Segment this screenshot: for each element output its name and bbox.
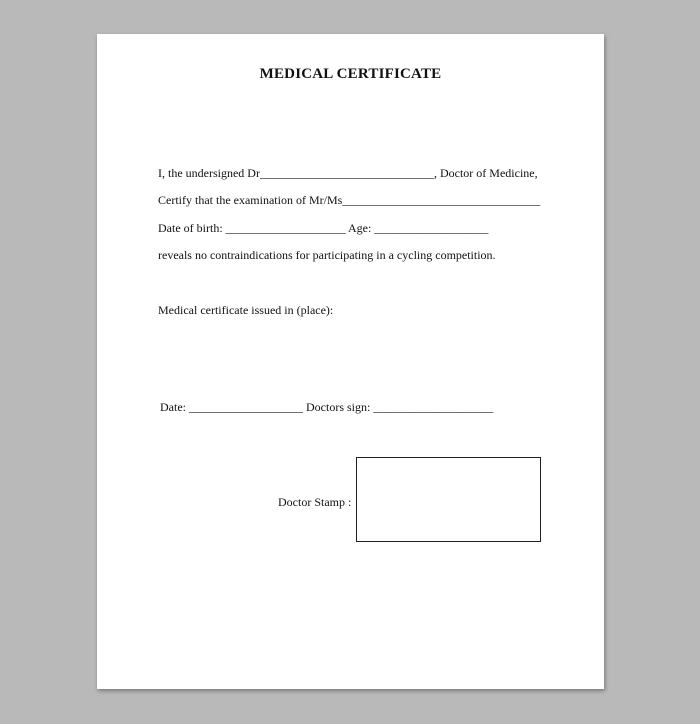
sign-blank: ____________________ xyxy=(373,400,494,414)
certify-line: Certify that the examination of Mr/Ms_________________________________ xyxy=(158,193,541,207)
date-blank: ___________________ xyxy=(189,400,303,414)
date-label: Date: xyxy=(160,400,189,414)
dob-blank: ____________________ xyxy=(225,221,346,235)
undersigned-line: I, the undersigned Dr_____________________________, Doctor of Medicine, xyxy=(158,166,538,180)
doctor-stamp-box xyxy=(356,457,541,542)
age-blank: ___________________ xyxy=(374,221,489,235)
document-title: MEDICAL CERTIFICATE xyxy=(259,66,442,82)
stamp-label: Doctor Stamp : xyxy=(278,495,352,509)
reveals-line: reveals no contraindications for participating in a cycling competition. xyxy=(158,248,496,262)
date-sign-line xyxy=(160,400,493,415)
certificate-page xyxy=(97,34,604,689)
dob-age-line xyxy=(158,221,488,236)
dob-label: Date of birth: xyxy=(158,221,226,235)
age-label: Age: xyxy=(345,221,375,235)
sign-label: Doctors sign: xyxy=(303,400,374,414)
issued-place-line: Medical certificate issued in (place): xyxy=(158,303,334,317)
